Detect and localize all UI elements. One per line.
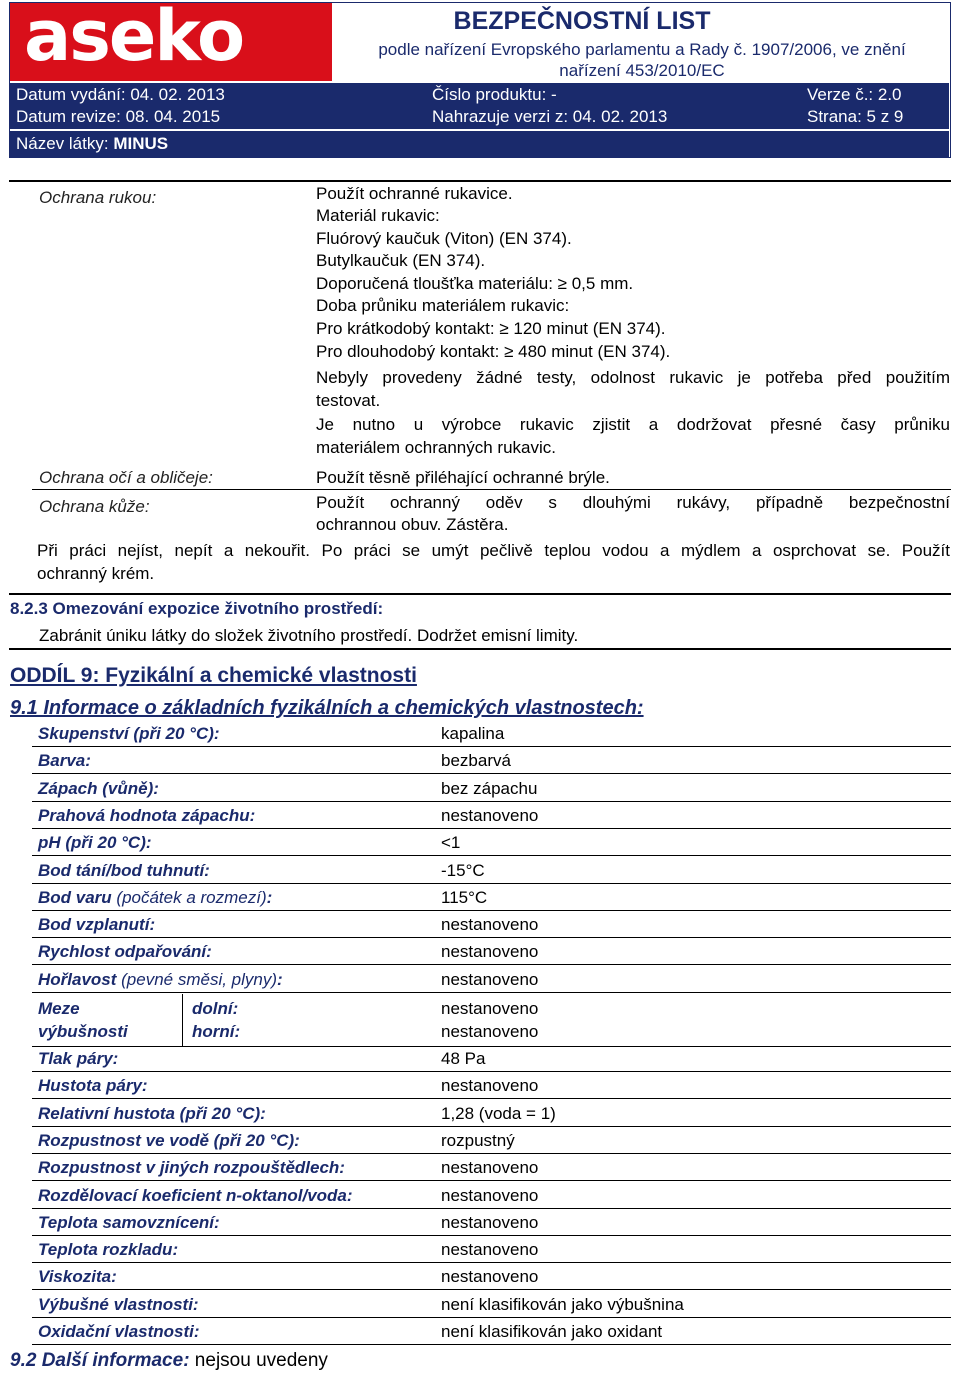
divider xyxy=(32,489,951,490)
property-label xyxy=(38,751,91,771)
property-label xyxy=(38,915,155,935)
skin-line-1: Použít ochranný oděv s dlouhými rukávy, případně bezpečnostní xyxy=(316,493,950,512)
section-9-2-heading: 9.2 Další informace: xyxy=(10,1350,190,1371)
revision-date: Datum revize: 08. 04. 2015 xyxy=(16,107,221,126)
property-label-cell xyxy=(32,1104,437,1127)
property-label-extra: (počátek a rozmezí) xyxy=(111,887,267,907)
property-value: nestanoveno xyxy=(441,969,539,989)
hygiene-line-2: ochranný krém. xyxy=(37,564,155,583)
property-value: 1,28 (voda = 1) xyxy=(441,1103,556,1123)
hands-line: Pro dlouhodobý kontakt: ≥ 480 minut (EN 374). xyxy=(316,342,671,361)
property-value: nestanoveno xyxy=(441,1212,539,1232)
property-label-text: Oxidační vlastnosti: xyxy=(38,1322,200,1341)
explosive-lower-label: dolní: xyxy=(192,999,239,1018)
document-header xyxy=(9,2,951,158)
property-value: <1 xyxy=(441,833,461,853)
substance-label: Název látky: xyxy=(16,134,114,153)
property-value-cell xyxy=(437,1186,951,1209)
property-label-text: Zápach (vůně): xyxy=(38,778,159,798)
property-label-text: Bod vzplanutí: xyxy=(38,915,156,935)
product-number: Číslo produktu: - xyxy=(432,85,557,104)
property-label-text: Rozpustnost v jiných rozpouštědlech: xyxy=(38,1158,345,1178)
property-label xyxy=(38,1049,118,1069)
property-label-cell xyxy=(32,806,437,829)
property-value: -15°C xyxy=(441,860,485,880)
property-label-extra: (pevné směsi, plyny) xyxy=(116,969,278,989)
property-label-text: Rozdělovací koeficient n-oktanol/voda: xyxy=(38,1185,353,1205)
hands-label: Ochrana rukou: xyxy=(39,188,157,207)
subtitle-line-2: nařízení 453/2010/EC xyxy=(559,61,725,80)
property-label-text: Tlak páry: xyxy=(38,1049,119,1068)
property-label-cell xyxy=(32,1267,437,1290)
property-label-text: Teplota rozkladu: xyxy=(38,1240,179,1260)
property-value: nestanoveno xyxy=(441,915,539,935)
property-value: nestanoveno xyxy=(441,1267,539,1287)
property-value-cell xyxy=(437,1240,951,1263)
property-label-cell xyxy=(32,942,437,965)
explosive-label-2: výbušnosti xyxy=(38,1022,128,1041)
property-label-cell xyxy=(32,1186,437,1209)
property-label-cell xyxy=(32,1076,437,1099)
divider xyxy=(9,593,951,595)
property-label-cell xyxy=(32,1322,437,1345)
logo-text: aseko xyxy=(24,3,244,77)
property-label-text: Hustota páry: xyxy=(38,1076,148,1096)
hands-line: Fluórový kaučuk (Viton) (EN 374). xyxy=(316,229,572,248)
property-value-cell xyxy=(437,724,951,747)
property-label-end: : xyxy=(277,969,283,989)
eyes-label: Ochrana očí a obličeje: xyxy=(39,468,213,487)
section-9-2 xyxy=(10,1350,328,1372)
property-label-cell xyxy=(32,724,437,747)
header-meta-band xyxy=(10,83,949,129)
hygiene-line-1: Při práci nejíst, nepít a nekouřit. Po práci se umýt pečlivě teplou vodou a mýdlem a osprchovat se. Použít xyxy=(37,541,950,560)
property-value: nestanoveno xyxy=(441,1240,539,1260)
property-label xyxy=(38,1322,200,1342)
property-label-text: Skupenství (při 20 °C): xyxy=(38,724,220,743)
property-value: není klasifikován jako výbušnina xyxy=(441,1294,684,1314)
property-value-cell xyxy=(437,970,951,993)
page-number: Strana: 5 z 9 xyxy=(807,107,904,126)
property-value-cell xyxy=(437,1213,951,1236)
property-label xyxy=(38,1158,345,1178)
property-label-cell xyxy=(32,970,437,993)
skin-label: Ochrana kůže: xyxy=(39,497,150,516)
hands-line: Je nutno u výrobce rukavic zjistit a dodržovat přesné časy průniku xyxy=(316,415,950,434)
explosive-limits-row xyxy=(32,994,437,1047)
property-value: nestanoveno xyxy=(441,942,539,962)
property-label-text: Barva: xyxy=(38,751,91,771)
property-value: není klasifikován jako oxidant xyxy=(441,1322,663,1341)
explosive-upper-label: horní: xyxy=(192,1022,241,1041)
property-label-text: Teplota samovznícení: xyxy=(38,1212,220,1232)
hands-line: Použít ochranné rukavice. xyxy=(316,184,513,203)
property-value: nestanoveno xyxy=(441,1158,539,1178)
property-value: kapalina xyxy=(441,724,505,743)
property-value-cell xyxy=(437,751,951,774)
property-label xyxy=(38,942,212,962)
property-label-text: Viskozita: xyxy=(38,1267,117,1287)
property-label xyxy=(38,833,152,853)
env-text: Zabránit úniku látky do složek životního prostředí. Dodržet emisní limity. xyxy=(39,626,579,645)
property-value: nestanoveno xyxy=(441,805,539,825)
property-value: rozpustný xyxy=(441,1130,515,1150)
env-heading: 8.2.3 Omezování expozice životního prostředí: xyxy=(10,599,384,618)
property-label-text: Výbušné vlastnosti: xyxy=(38,1294,199,1314)
property-label-cell xyxy=(32,1131,437,1154)
property-value: bez zápachu xyxy=(441,778,538,798)
replaces-version: Nahrazuje verzi z: 04. 02. 2013 xyxy=(432,107,668,126)
property-value-cell xyxy=(437,1104,951,1127)
property-label-text: Bod tání/bod tuhnutí: xyxy=(38,860,210,880)
property-label-text: pH (při 20 °C): xyxy=(38,833,152,853)
property-label-cell xyxy=(32,779,437,802)
property-label xyxy=(38,1295,199,1315)
property-label-cell xyxy=(32,1240,437,1263)
hands-line: Butylkaučuk (EN 374). xyxy=(316,251,486,270)
property-value-cell xyxy=(437,861,951,884)
property-value: 115°C xyxy=(441,887,488,907)
substance-band xyxy=(10,131,949,157)
property-label-cell xyxy=(32,1213,437,1236)
property-value-cell xyxy=(437,1267,951,1290)
property-label xyxy=(38,779,159,799)
property-value-cell xyxy=(437,806,951,829)
divider xyxy=(182,994,183,1046)
explosive-upper-value: nestanoveno xyxy=(441,1022,539,1041)
property-value-cell xyxy=(437,1131,951,1154)
property-label-cell xyxy=(32,861,437,884)
hands-line: Doba průniku materiálem rukavic: xyxy=(316,296,570,315)
property-label xyxy=(38,861,210,881)
hands-line: Nebyly provedeny žádné testy, odolnost rukavic je potřeba před použitím xyxy=(316,368,950,387)
property-value-cell xyxy=(437,1076,951,1099)
subtitle-line-1: podle nařízení Evropského parlamentu a Rady č. 1907/2006, ve znění xyxy=(378,40,906,59)
property-value-cell xyxy=(437,1322,951,1345)
explosive-lower-value: nestanoveno xyxy=(441,999,539,1018)
explosive-label-1: Meze xyxy=(38,999,80,1018)
substance-value: MINUS xyxy=(113,134,169,153)
hands-line: Pro krátkodobý kontakt: ≥ 120 minut (EN 374). xyxy=(316,319,666,338)
explosive-limits-values xyxy=(437,994,951,1047)
property-value-cell xyxy=(437,915,951,938)
property-value-cell xyxy=(437,833,951,856)
hands-line: testovat. xyxy=(316,391,381,410)
property-label xyxy=(38,1186,353,1206)
section-9-heading: ODDÍL 9: Fyzikální a chemické vlastnosti xyxy=(10,664,417,687)
document-subtitle xyxy=(332,39,952,81)
property-label-text: Bod varu xyxy=(38,887,112,907)
property-value: bezbarvá xyxy=(441,751,511,771)
property-value-cell xyxy=(437,1158,951,1181)
property-value-cell xyxy=(437,888,951,911)
property-label xyxy=(38,1267,117,1287)
eyes-text: Použít těsně přiléhající ochranné brýle. xyxy=(316,468,610,487)
property-value-cell xyxy=(437,779,951,802)
property-label-text: Prahová hodnota zápachu: xyxy=(38,805,256,825)
property-label xyxy=(38,888,272,908)
property-value-cell xyxy=(437,1295,951,1318)
divider xyxy=(9,180,951,182)
property-label-cell xyxy=(32,888,437,911)
property-label-cell xyxy=(32,1295,437,1318)
property-label-cell xyxy=(32,1049,437,1072)
hands-line: Materiál rukavic: xyxy=(316,206,440,225)
property-label-end: : xyxy=(266,887,273,907)
property-label xyxy=(38,724,220,744)
property-label-text: Rozpustnost ve vodě (při 20 °C): xyxy=(38,1130,300,1150)
section-9-1-heading: 9.1 Informace o základních fyzikálních a chemických vlastnostech: xyxy=(10,697,644,719)
substance-name xyxy=(16,134,168,154)
property-label xyxy=(38,1131,300,1151)
document-title: BEZPEČNOSTNÍ LIST xyxy=(453,7,711,35)
divider xyxy=(9,648,951,650)
property-value: 48 Pa xyxy=(441,1049,486,1068)
property-label xyxy=(38,1213,220,1233)
property-label-cell xyxy=(32,751,437,774)
hands-line: Doporučená tloušťka materiálu: ≥ 0,5 mm. xyxy=(316,274,634,293)
section-9-2-text: nejsou uvedeny xyxy=(189,1350,328,1371)
property-value-cell xyxy=(437,942,951,965)
property-label-text: Hořlavost xyxy=(38,969,117,989)
skin-line-2: ochrannou obuv. Zástěra. xyxy=(316,515,509,534)
property-label xyxy=(38,970,283,990)
property-label-cell xyxy=(32,833,437,856)
property-label xyxy=(38,1104,266,1124)
property-label xyxy=(38,1240,178,1260)
property-value: nestanoveno xyxy=(441,1185,539,1205)
property-value-cell xyxy=(437,1049,951,1072)
issue-date: Datum vydání: 04. 02. 2013 xyxy=(16,85,225,104)
version-number: Verze č.: 2.0 xyxy=(807,85,902,104)
property-label-text: Rychlost odpařování: xyxy=(38,942,212,962)
hands-line: materiálem ochranných rukavic. xyxy=(316,438,556,457)
property-label-cell xyxy=(32,1158,437,1181)
property-label-text: Relativní hustota (při 20 °C): xyxy=(38,1103,266,1123)
aseko-logo xyxy=(10,3,332,81)
property-label-cell xyxy=(32,915,437,938)
property-value: nestanoveno xyxy=(441,1076,539,1096)
property-label xyxy=(38,806,255,826)
property-label xyxy=(38,1076,148,1096)
